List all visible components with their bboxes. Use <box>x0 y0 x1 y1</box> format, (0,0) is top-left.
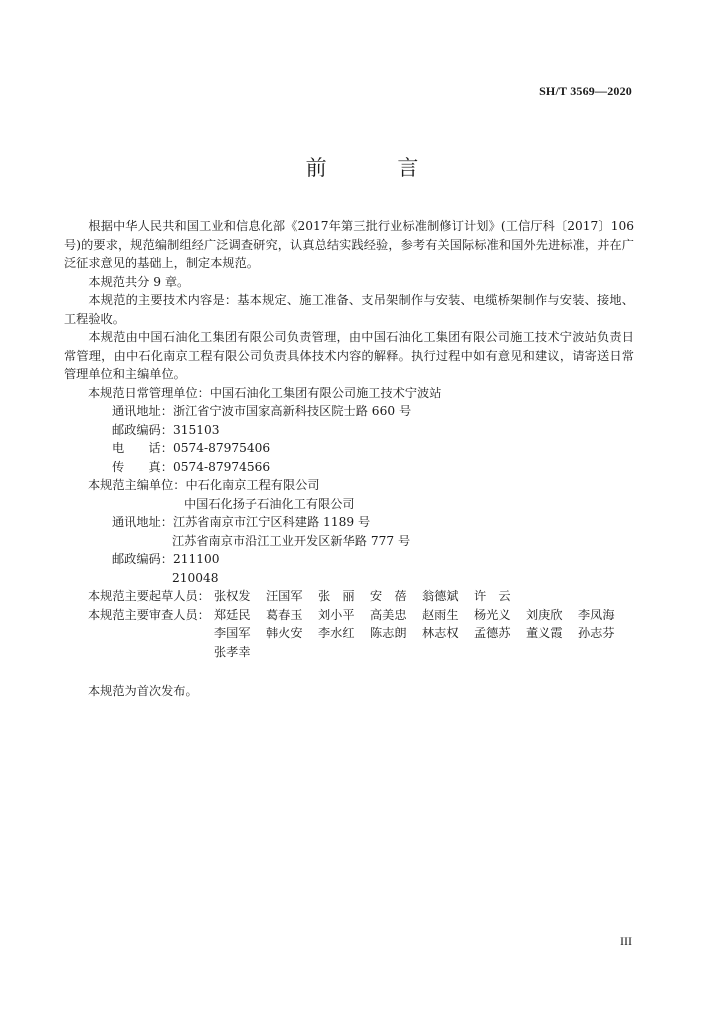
paragraph-technical-content: 本规范的主要技术内容是：基本规定、施工准备、支吊架制作与安装、电缆桥架制作与安装、接地、工程验收。 <box>64 293 634 326</box>
chief-editor-postcode-row <box>64 550 634 569</box>
management-fax-row <box>64 458 634 477</box>
chief-editor-postcode-row-2 <box>64 569 634 588</box>
reviewer-name: 林志权 <box>422 626 459 640</box>
chief-editor-address-1: 江苏省南京市江宁区科建路 1189 号 <box>172 515 371 529</box>
reviewers-row-3 <box>64 643 634 662</box>
spacer <box>64 661 634 682</box>
reviewer-name: 刘小平 <box>318 607 355 622</box>
reviewers-label: 本规范主要审查人员： <box>88 607 210 622</box>
chief-editor-address-label: 通讯地址： <box>112 515 173 529</box>
reviewer-name: 孙志芬 <box>578 626 615 640</box>
chief-editor-postcode-2: 210048 <box>172 570 219 585</box>
reviewer-name: 赵雨生 <box>422 607 459 622</box>
reviewer-name: 孟德苏 <box>474 626 511 640</box>
management-postcode-value: 315103 <box>172 422 220 437</box>
drafters-names <box>214 587 526 606</box>
chief-editor-unit-1: 中石化南京工程有限公司 <box>185 478 320 492</box>
paragraph-plan-basis: 根据中华人民共和国工业和信息化部《2017年第三批行业标准制修订计划》(工信厅科〔2017〕106号)的要求，规范编制组经广泛调查研究，认真总结实践经验，参考有关国际标准和国外先进标准，并在广泛征求意见的基础上，制定本规范。 <box>64 219 634 270</box>
management-phone-value: 0574-87975406 <box>172 441 271 455</box>
closing-statement: 本规范为首次发布。 <box>88 684 198 698</box>
management-unit-label: 本规范日常管理单位： <box>88 385 210 400</box>
chief-editor-row <box>64 476 634 495</box>
drafter-name: 安 蓓 <box>370 589 407 603</box>
management-unit-value: 中国石油化工集团有限公司施工技术宁波站 <box>209 385 442 400</box>
reviewer-name: 李凤海 <box>578 607 615 622</box>
management-phone-row <box>64 439 634 458</box>
management-unit-row <box>64 384 634 403</box>
reviewer-name: 郑廷民 <box>214 607 251 622</box>
reviewer-name: 李水红 <box>318 626 355 640</box>
reviewer-name: 韩火安 <box>266 626 303 640</box>
paragraph-management: 本规范由中国石油化工集团有限公司负责管理，由中国石油化工集团有限公司施工技术宁波站负责日常管理，由中石化南京工程有限公司负责具体技术内容的解释。执行过程中如有意见和建议，请寄送日常管理单位和主编单位。 <box>64 330 634 381</box>
drafter-name: 张 丽 <box>318 589 355 603</box>
reviewer-name: 董义霞 <box>526 626 563 640</box>
standard-code: SH/T 3569—2020 <box>539 84 632 98</box>
drafter-name: 汪国军 <box>266 589 303 603</box>
chief-editor-unit-2: 中国石化扬子石油化工有限公司 <box>184 496 355 511</box>
drafter-name: 张权发 <box>214 589 251 603</box>
reviewer-name: 陈志朗 <box>370 626 407 640</box>
drafters-row <box>64 587 634 606</box>
drafter-name: 许 云 <box>474 589 511 603</box>
reviewer-name: 葛春玉 <box>266 607 303 622</box>
document-body <box>64 217 634 701</box>
chief-editor-label: 本规范主编单位： <box>88 478 186 492</box>
chief-editor-address-row <box>64 513 634 532</box>
management-address-value: 浙江省宁波市国家高新科技区院士路 660 号 <box>172 404 412 418</box>
closing-row <box>64 682 634 701</box>
management-fax-value: 0574-87974566 <box>172 459 271 474</box>
management-address-label: 通讯地址： <box>112 404 173 418</box>
drafter-name: 翁德斌 <box>422 589 459 603</box>
chief-editor-postcode-1: 211100 <box>172 552 220 566</box>
reviewers-names-2 <box>214 624 630 643</box>
reviewers-row-2 <box>64 624 634 643</box>
management-phone-label: 电 话： <box>112 441 173 455</box>
page-title: 前 言 <box>305 156 451 180</box>
page-number: III <box>620 934 632 948</box>
reviewer-name: 李国军 <box>214 626 251 640</box>
reviewer-name: 刘庚欣 <box>526 607 563 622</box>
reviewer-name: 杨光义 <box>474 607 511 622</box>
reviewer-name: 张孝幸 <box>214 644 251 659</box>
chief-editor-row-2 <box>64 495 634 514</box>
reviewers-names-3 <box>214 643 266 662</box>
management-postcode-label: 邮政编码： <box>112 422 173 437</box>
reviewers-names-1 <box>214 606 630 625</box>
chief-editor-address-2: 江苏省南京市沿江工业开发区新华路 777 号 <box>172 533 411 548</box>
reviewer-name: 高美忠 <box>370 607 407 622</box>
reviewers-row-1 <box>64 606 634 625</box>
paragraph-chapters: 本规范共分 9 章。 <box>88 274 190 289</box>
chief-editor-address-row-2 <box>64 532 634 551</box>
management-address-row <box>64 402 634 421</box>
chief-editor-postcode-label: 邮政编码： <box>112 552 173 566</box>
management-fax-label: 传 真： <box>112 459 173 474</box>
drafters-label: 本规范主要起草人员： <box>88 589 210 603</box>
management-postcode-row <box>64 421 634 440</box>
